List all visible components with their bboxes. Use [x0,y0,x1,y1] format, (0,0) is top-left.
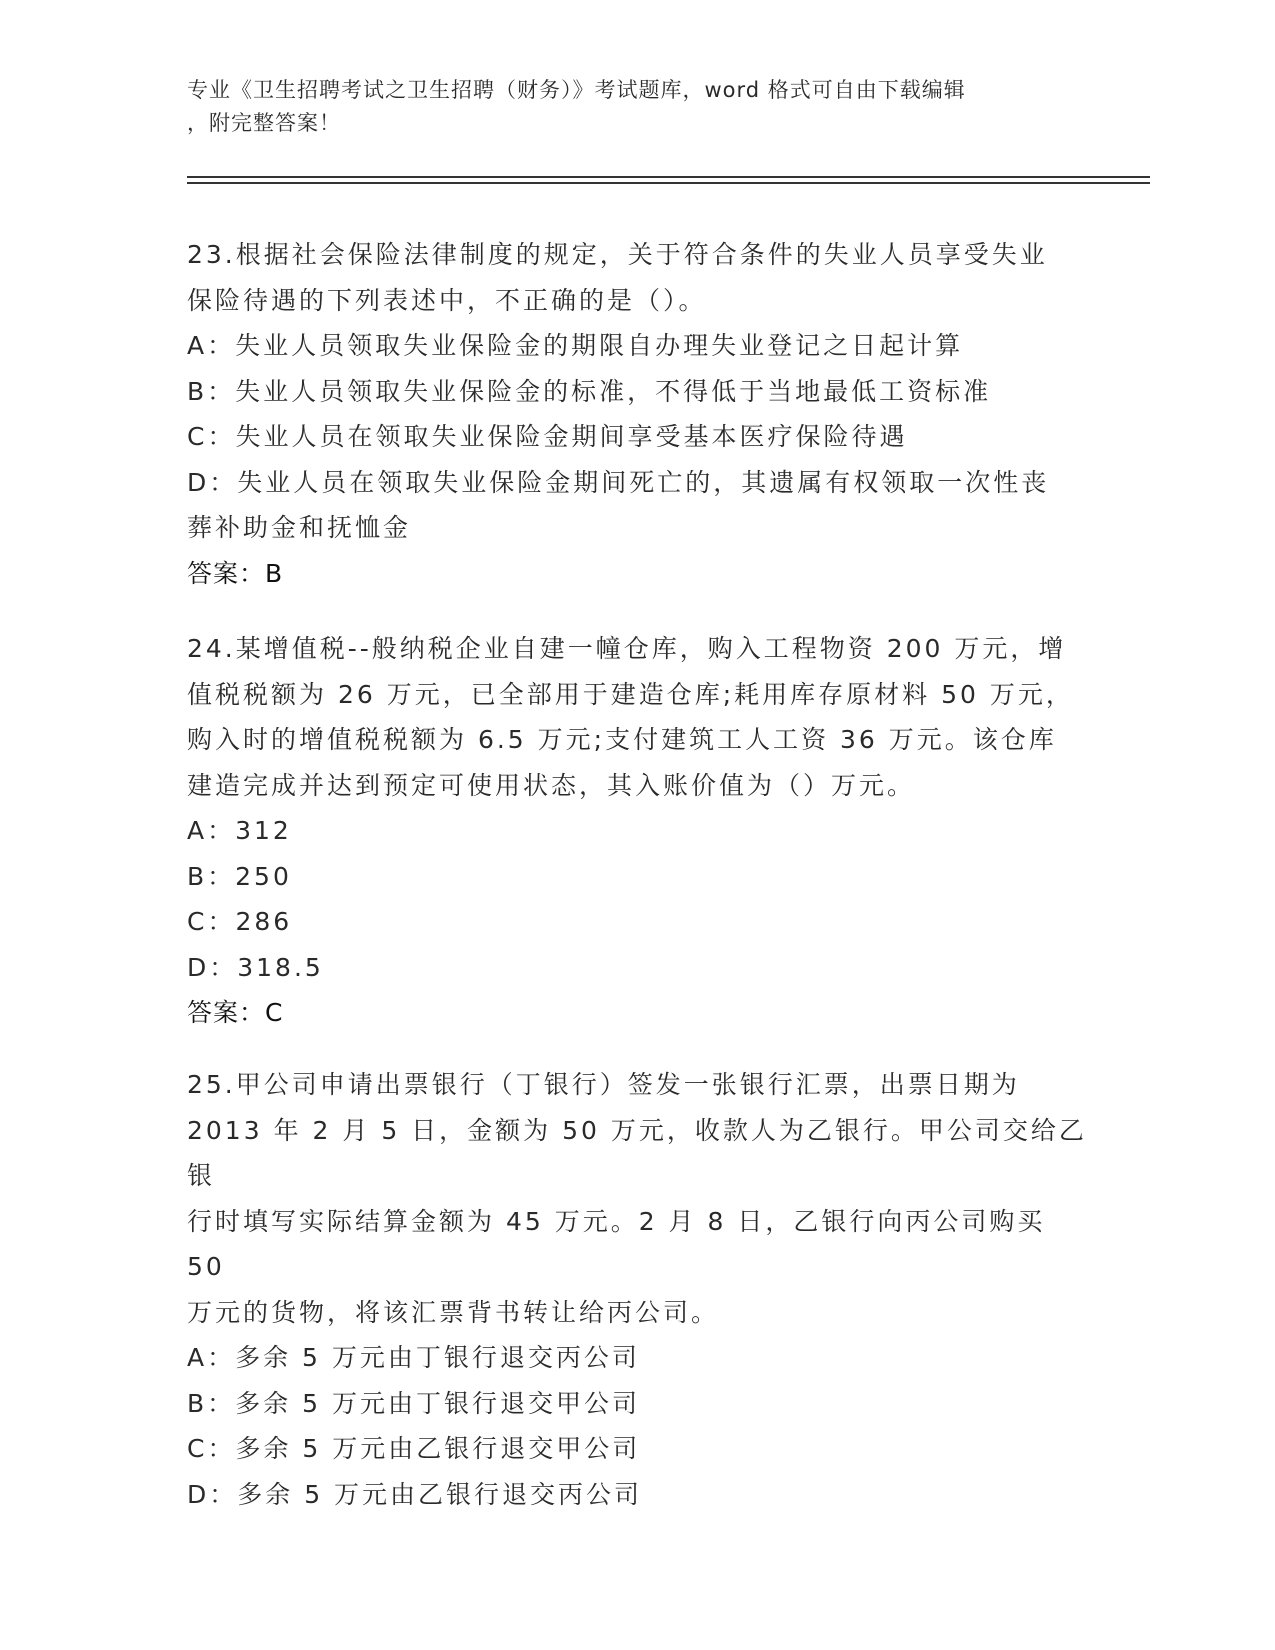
option-c: C：失业人员在领取失业保险金期间享受基本医疗保险待遇 [187,422,908,451]
question-25 [187,1062,1087,1517]
option-c: C：286 [187,907,293,936]
question-stem-line: 2013 年 2 月 5 日，金额为 50 万元，收款人为乙银行。甲公司交给乙银 [187,1115,1087,1190]
answer-line: 答案：C [187,998,284,1027]
question-23 [187,232,1087,596]
header-line-2: ，附完整答案！ [187,111,341,135]
option-d: D：失业人员在领取失业保险金期间死亡的，其遗属有权领取一次性丧 [187,467,1050,497]
answer-line: 答案：B [187,558,284,588]
question-stem-line: 24.某增值税--般纳税企业自建一幢仓库，购入工程物资 200 万元，增 [187,634,1067,663]
option-d: D：多余 5 万元由乙银行退交丙公司 [187,1479,643,1509]
question-stem-line: 25.甲公司申请出票银行（丁银行）签发一张银行汇票，出票日期为 [187,1070,1020,1099]
header-line-1: 专业《卫生招聘考试之卫生招聘（财务）》考试题库，word 格式可自由下载编辑 [187,78,966,102]
option-b: B：多余 5 万元由丁银行退交甲公司 [187,1388,640,1418]
question-stem-line: 行时填写实际结算金额为 45 万元。2 月 8 日，乙银行向丙公司购买 50 [187,1206,1046,1281]
option-c: C：多余 5 万元由乙银行退交甲公司 [187,1434,641,1463]
option-b: B：失业人员领取失业保险金的标准，不得低于当地最低工资标准 [187,376,992,406]
option-a: A：多余 5 万元由丁银行退交丙公司 [187,1343,640,1372]
option-b: B：250 [187,861,292,891]
question-stem-line: 保险待遇的下列表述中，不正确的是（）。 [187,285,707,315]
question-stem-line: 23.根据社会保险法律制度的规定，关于符合条件的失业人员享受失业 [187,240,1048,269]
option-a: A：312 [187,816,292,845]
option-a: A：失业人员领取失业保险金的期限自办理失业登记之日起计算 [187,331,964,360]
option-d-continued: 葬补助金和抚恤金 [187,513,412,542]
option-d: D：318.5 [187,952,324,982]
question-stem-line: 建造完成并达到预定可使用状态，其入账价值为（）万元。 [187,770,916,800]
question-stem-line: 值税税额为 26 万元，已全部用于建造仓库;耗用库存原材料 50 万元， [187,679,1074,709]
header-divider-bottom [187,182,1150,184]
header-divider-top [187,176,1150,178]
question-24 [187,626,1087,1036]
document-header [187,74,1067,140]
question-stem-line: 万元的货物，将该汇票背书转让给丙公司。 [187,1297,720,1327]
question-stem-line: 购入时的增值税税额为 6.5 万元;支付建筑工人工资 36 万元。该仓库 [187,725,1057,754]
